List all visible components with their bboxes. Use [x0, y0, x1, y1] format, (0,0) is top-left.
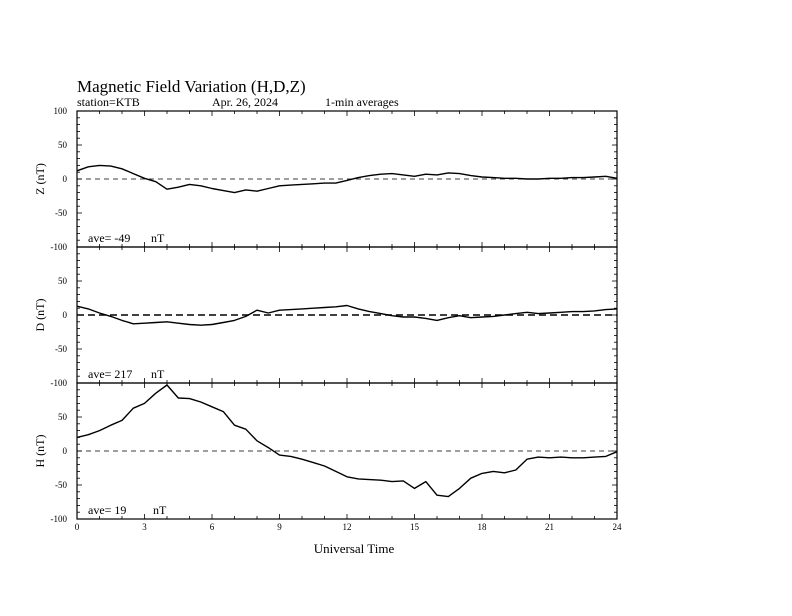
h-panel-series-line	[77, 385, 617, 497]
x-tick-label: 6	[209, 522, 215, 532]
x-tick-label: 0	[74, 522, 80, 532]
h-panel-ytick-label: 0	[62, 446, 67, 456]
d-panel-ytick-label: -50	[55, 344, 67, 354]
x-tick-label: 15	[410, 522, 419, 532]
z-panel-ytick-label: 100	[53, 106, 67, 116]
d-panel-ytick-label: -100	[50, 378, 67, 388]
chart-title: Magnetic Field Variation (H,D,Z)	[77, 77, 306, 96]
x-tick-label: 18	[477, 522, 487, 532]
x-axis-label: Universal Time	[313, 541, 395, 556]
x-tick-label: 21	[545, 522, 554, 532]
x-tick-label: 12	[342, 522, 352, 532]
averaging-label: 1-min averages	[325, 95, 399, 109]
z-panel-ylabel: Z (nT)	[33, 163, 47, 195]
panels-group	[33, 106, 622, 532]
x-tick-label: 3	[142, 522, 147, 532]
z-panel-ytick-label: -100	[50, 242, 67, 252]
z-panel-ytick-label: -50	[55, 208, 67, 218]
z-panel-average: ave= -49	[88, 231, 131, 245]
x-tick-label: 24	[612, 522, 622, 532]
h-panel-ytick-label: 50	[58, 412, 67, 422]
date-label: Apr. 26, 2024	[212, 95, 278, 109]
d-panel-ytick-label: 0	[62, 310, 67, 320]
d-panel-average-unit: nT	[151, 367, 165, 381]
station-label: station=KTB	[77, 95, 140, 109]
h-panel-ylabel: H (nT)	[33, 434, 47, 468]
h-panel-average-unit: nT	[153, 503, 167, 517]
z-panel-ytick-label: 50	[58, 140, 67, 150]
h-panel-ytick-label: -100	[50, 514, 67, 524]
d-panel-average: ave= 217	[88, 367, 133, 381]
z-panel-average-unit: nT	[151, 231, 165, 245]
h-panel-ytick-label: -50	[55, 480, 67, 490]
h-panel-average: ave= 19	[88, 503, 127, 517]
d-panel-ylabel: D (nT)	[33, 298, 47, 332]
z-panel-ytick-label: 0	[62, 174, 67, 184]
d-panel-ytick-label: 50	[58, 276, 67, 286]
x-tick-label: 9	[277, 522, 282, 532]
